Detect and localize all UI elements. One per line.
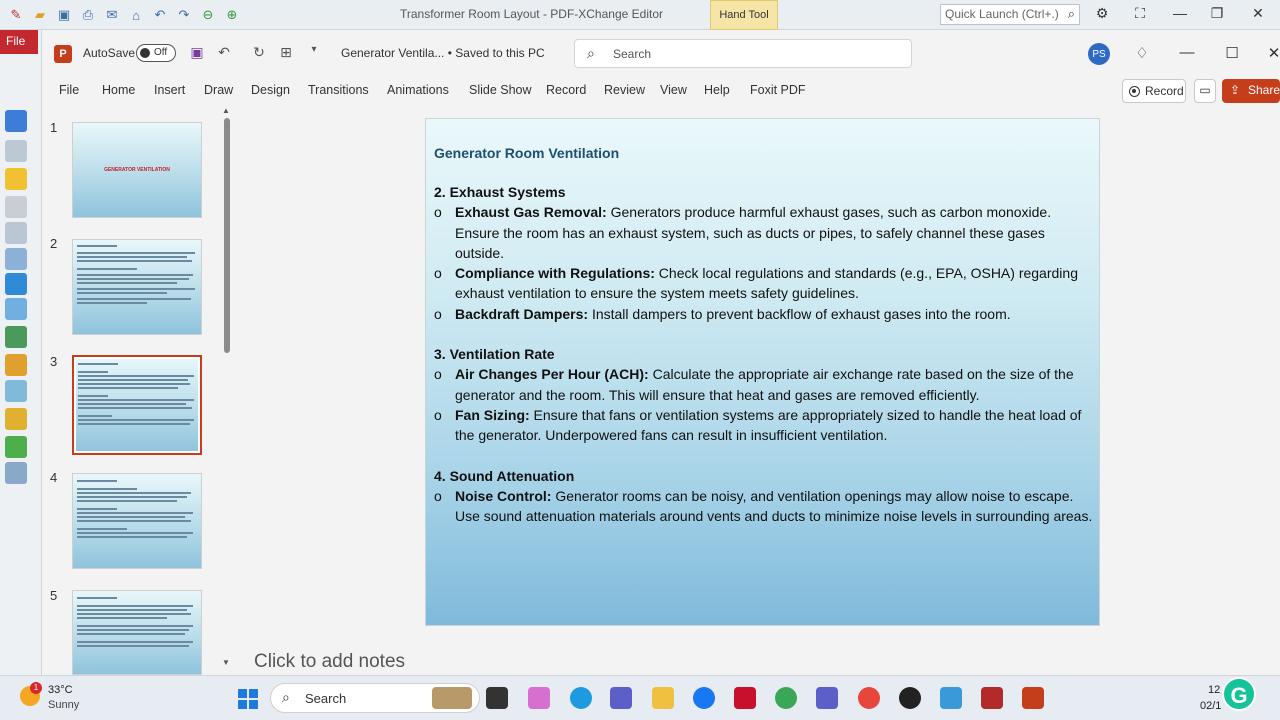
- thumbnail-text-line: [77, 532, 193, 534]
- thumbnail-text-line: [77, 536, 187, 538]
- thumbnail-number: 2: [50, 236, 58, 251]
- lightbulb-icon[interactable]: ♢: [1135, 45, 1149, 62]
- pdfxchange-file-tab[interactable]: File: [0, 30, 38, 54]
- thumbnail-text-line: [77, 512, 193, 514]
- thumbnail-scrollbar[interactable]: [222, 108, 230, 675]
- save-icon[interactable]: ▣: [57, 7, 71, 22]
- edge-icon[interactable]: [570, 687, 592, 709]
- notes-placeholder[interactable]: Click to add notes: [254, 651, 406, 672]
- bullet-mark: o: [434, 305, 442, 322]
- thumbnail-text-line: [77, 292, 167, 294]
- thumbnail-text-line: [77, 245, 117, 247]
- thumbnail-number: 3: [50, 354, 58, 369]
- powerpoint-logo-icon: P: [54, 45, 72, 63]
- thumbnail-text-line: [77, 492, 191, 494]
- structure-icon[interactable]: [5, 326, 27, 348]
- photos-icon[interactable]: [940, 687, 962, 709]
- thumbnail-text-line: [77, 480, 117, 482]
- slide-thumbnail-4[interactable]: [72, 473, 202, 569]
- thumbnail-text-line: [77, 508, 117, 510]
- thumbnail-text-line: [78, 415, 112, 417]
- taskbar-search-label: Search: [305, 691, 347, 706]
- pdfxchange-side-toolbar: [0, 30, 42, 675]
- section-heading: 3. Ventilation Rate: [434, 346, 555, 363]
- redo-icon[interactable]: ↻: [253, 44, 265, 60]
- thumbnail-text-line: [77, 520, 191, 522]
- clock-time[interactable]: 12: [1208, 684, 1221, 696]
- undo-icon[interactable]: ↶: [154, 7, 166, 22]
- expand-icon[interactable]: ⛶: [1135, 5, 1145, 21]
- teams-icon[interactable]: [610, 687, 632, 709]
- weather-badge: 1: [30, 682, 42, 694]
- bullet-text: Check local regulations and standards (e.g., EPA, OSHA) regarding exhaust ventilation to ensure the system meets safety guidelines.: [455, 265, 1078, 302]
- bullet-label: Exhaust Gas Removal:: [455, 204, 607, 221]
- record-icon: [1129, 86, 1140, 97]
- tag-icon[interactable]: [5, 380, 27, 402]
- media-icon[interactable]: [899, 687, 921, 709]
- back-icon[interactable]: ⊖: [202, 7, 214, 22]
- weather-temperature[interactable]: 33°C: [48, 684, 73, 696]
- spacer: [434, 324, 1094, 344]
- thumbnail-text-line: [77, 597, 117, 599]
- slide-thumbnail-panel: [42, 108, 238, 675]
- search-highlight-icon[interactable]: [432, 687, 472, 709]
- thumbnail-text-line: [77, 252, 195, 254]
- share-label: Share: [1248, 83, 1280, 97]
- start-tile: [249, 689, 258, 698]
- bullet-mark: o: [434, 487, 442, 504]
- tab-foxit-pdf[interactable]: Foxit PDF: [750, 83, 806, 97]
- start-button[interactable]: [238, 689, 258, 709]
- layers-icon[interactable]: [5, 273, 27, 295]
- chrome-profile-icon[interactable]: [858, 687, 880, 709]
- list-item: [434, 202, 1094, 263]
- start-tile: [238, 689, 247, 698]
- file-explorer-icon[interactable]: [652, 687, 674, 709]
- document-icon[interactable]: [5, 222, 27, 244]
- pages-icon[interactable]: [5, 140, 27, 162]
- redo-icon[interactable]: ↷: [178, 7, 190, 22]
- email-icon[interactable]: ✉: [106, 7, 118, 22]
- maximize-button[interactable]: ☐: [1225, 45, 1239, 62]
- customize-icon[interactable]: ▾: [311, 44, 317, 55]
- link-icon[interactable]: [5, 354, 27, 376]
- bullet-label: Noise Control:: [455, 487, 552, 504]
- thumbnail-text-line: [78, 395, 108, 397]
- record-label: Record: [1145, 84, 1184, 98]
- weather-description[interactable]: Sunny: [48, 699, 80, 711]
- list-item: [434, 486, 1094, 527]
- slide-title[interactable]: Generator Room Ventilation: [434, 145, 620, 161]
- list-item: [434, 364, 1094, 405]
- start-tile: [249, 700, 258, 709]
- settings-icon[interactable]: ⚙: [1095, 5, 1109, 21]
- bullet-mark: o: [434, 366, 442, 383]
- document-name[interactable]: Generator Ventila... • Saved to this PC: [341, 46, 545, 60]
- thumbnail-text-line: [77, 298, 191, 300]
- slide-body[interactable]: [434, 182, 1094, 526]
- close-button[interactable]: ✕: [1267, 45, 1280, 62]
- thumbnail-text-line: [78, 363, 118, 365]
- bullet-label: Fan Sizing:: [455, 406, 530, 423]
- powerpoint-icon[interactable]: [1022, 687, 1044, 709]
- thumbnail-text-line: [78, 407, 192, 409]
- thumbnail-text-line: [78, 399, 194, 401]
- bullet-label: Compliance with Regulations:: [455, 265, 655, 282]
- organizer-icon[interactable]: [5, 408, 27, 430]
- scan-icon[interactable]: ⌂: [132, 7, 140, 23]
- thumbnail-text-line: [78, 383, 190, 385]
- properties-icon[interactable]: [5, 248, 27, 270]
- thumbnail-text-line: [78, 379, 188, 381]
- autosave-label: AutoSave: [83, 46, 136, 60]
- thumbnail-number: 4: [50, 470, 58, 485]
- bullet-text: Calculate the appropriate air exchange rate based on the size of the generator and the room. This will ensure that heat and gases are removed efficiently.: [455, 366, 1074, 403]
- autosave-state: Off: [154, 47, 168, 58]
- restore-button[interactable]: ❐: [1210, 5, 1224, 21]
- thumbnail-text-line: [77, 274, 193, 276]
- facebook-icon[interactable]: [693, 687, 715, 709]
- search-icon: ⌕: [587, 45, 595, 61]
- save-icon[interactable]: ▣: [190, 44, 204, 60]
- tab-review[interactable]: Review: [604, 83, 645, 97]
- attachment-icon[interactable]: [5, 196, 27, 218]
- list-item: [434, 263, 1094, 304]
- hand-tool-indicator[interactable]: Hand Tool: [710, 0, 778, 30]
- accessibility-icon[interactable]: [5, 436, 27, 458]
- thumbnail-text-line: [77, 641, 193, 643]
- thumbnail-text-line: [77, 302, 147, 304]
- tab-transitions[interactable]: Transitions: [308, 83, 369, 97]
- scrollbar-thumb[interactable]: [224, 118, 230, 353]
- start-tile: [238, 700, 247, 709]
- thumbnail-text-line: [78, 387, 178, 389]
- spacer: [434, 446, 1094, 466]
- bullet-text: Install dampers to prevent backflow of exhaust gases into the room.: [588, 305, 1011, 322]
- pdfxchange-title-bar: [0, 0, 1280, 30]
- thumbnail-text-line: [78, 375, 194, 377]
- bullet-mark: o: [434, 204, 442, 221]
- window-title: Transformer Room Layout - PDF-XChange Editor: [400, 7, 663, 21]
- share-button[interactable]: [1222, 79, 1280, 103]
- open-folder-icon[interactable]: ▰: [35, 7, 45, 22]
- tab-file[interactable]: File: [59, 83, 80, 97]
- thumbnail-text-line: [77, 625, 193, 627]
- thumbnail-text-line: [77, 256, 187, 258]
- quick-access-toolbar: [6, 4, 242, 26]
- tab-draw[interactable]: Draw: [204, 83, 234, 97]
- grammarly-icon[interactable]: G: [1222, 677, 1256, 711]
- mcafee-icon[interactable]: [734, 687, 756, 709]
- search-panel-icon[interactable]: [5, 298, 27, 320]
- comment-icon[interactable]: [5, 168, 27, 190]
- slide-thumbnail-2[interactable]: [72, 239, 202, 335]
- thumbnail-text-line: [77, 278, 189, 280]
- tab-view[interactable]: View: [660, 83, 687, 97]
- tab-help[interactable]: Help: [704, 83, 730, 97]
- forward-icon[interactable]: ⊕: [226, 7, 238, 22]
- search-placeholder: Search: [613, 47, 652, 61]
- comments-button[interactable]: [1194, 79, 1216, 103]
- thumbnail-text-line: [78, 423, 190, 425]
- thumbnail-text-line: [77, 528, 127, 530]
- powerpoint-title-bar: [42, 36, 1280, 72]
- bookmark-icon[interactable]: [5, 110, 27, 132]
- slide-thumbnail-5[interactable]: [72, 590, 202, 675]
- app-icon[interactable]: ✎: [10, 7, 22, 22]
- record-button[interactable]: [1122, 79, 1186, 103]
- ribbon-tabs: [42, 76, 1280, 104]
- tab-home[interactable]: Home: [102, 83, 136, 97]
- bullet-mark: o: [434, 265, 442, 282]
- tab-design[interactable]: Design: [251, 83, 290, 97]
- search-icon: ⌕: [1067, 6, 1075, 21]
- search-icon: ⌕: [282, 689, 290, 705]
- list-item: [434, 405, 1094, 446]
- thumbnail-text-line: [77, 645, 189, 647]
- section-heading: 2. Exhaust Systems: [434, 184, 566, 200]
- thumbnail-text-line: [77, 260, 192, 262]
- quick-launch-input[interactable]: [940, 4, 1080, 25]
- thumbnail-text-line: [77, 633, 185, 635]
- minimize-button[interactable]: —: [1173, 5, 1187, 21]
- task-view-icon[interactable]: [486, 687, 508, 709]
- tab-insert[interactable]: Insert: [154, 83, 186, 97]
- bullet-text: Generators produce harmful exhaust gases, such as carbon monoxide. Ensure the room has an exhaust system, such as ducts or pipes, to safely channel these gases outside.: [455, 204, 1052, 261]
- section-heading: 4. Sound Attenuation: [434, 467, 575, 484]
- thumbnail-text-line: [77, 605, 193, 607]
- avatar[interactable]: PS: [1088, 43, 1110, 65]
- bullet-mark: o: [434, 406, 442, 423]
- scroll-up-icon[interactable]: ▲: [222, 106, 230, 115]
- clock-date[interactable]: 02/1: [1200, 700, 1222, 712]
- scroll-down-icon[interactable]: ▼: [222, 658, 230, 667]
- share-icon: ⇪: [1230, 83, 1241, 97]
- slide-thumbnail-1[interactable]: [72, 122, 202, 218]
- slide-canvas[interactable]: [425, 118, 1100, 626]
- thumbnail-title: GENERATOR VENTILATION: [104, 167, 170, 173]
- slide-thumbnail-3[interactable]: [72, 355, 202, 455]
- undo-icon[interactable]: ↶: [218, 44, 230, 60]
- info-icon[interactable]: [5, 462, 27, 484]
- tab-animations[interactable]: Animations: [387, 83, 449, 97]
- thumbnail-text-line: [77, 613, 191, 615]
- thumbnail-text-line: [77, 268, 137, 270]
- thumbnail-text-line: [78, 371, 108, 373]
- thumbnail-number: 1: [50, 120, 58, 135]
- pdf-xchange-icon[interactable]: [981, 687, 1003, 709]
- comment-icon: ▭: [1199, 83, 1211, 97]
- print-icon[interactable]: ⎙: [82, 7, 94, 22]
- thumbnail-text-line: [77, 609, 187, 611]
- thumbnail-text-line: [77, 288, 195, 290]
- bullet-text: Generator rooms can be noisy, and ventilation openings may allow noise to escape. Use sound attenuation materials around vents and ducts to minimize noise levels in surrounding areas.: [455, 487, 1093, 525]
- search-input[interactable]: [574, 39, 912, 68]
- list-item: [434, 304, 1094, 324]
- copilot-icon[interactable]: [528, 687, 550, 709]
- thumbnail-text-line: [77, 617, 167, 619]
- powerpoint-window: [42, 36, 1280, 675]
- bullet-text: Ensure that fans or ventilation systems are appropriately sized to handle the heat load of the generator. Underpowered fans can result in insufficient ventilation.: [455, 406, 1082, 444]
- thumbnail-text-line: [77, 282, 177, 284]
- thumbnail-text-line: [77, 496, 187, 498]
- present-icon[interactable]: ⊞: [280, 44, 292, 60]
- autosave-toggle[interactable]: [136, 44, 176, 62]
- windows-taskbar: [0, 675, 1280, 720]
- thumbnail-text-line: [78, 403, 186, 405]
- thumbnail-text-line: [78, 419, 194, 421]
- thumbnail-number: 5: [50, 588, 58, 603]
- teams-classic-icon[interactable]: [816, 687, 838, 709]
- bullet-label: Air Changes Per Hour (ACH):: [455, 366, 649, 383]
- chrome-icon[interactable]: [775, 687, 797, 709]
- thumbnail-text-line: [77, 516, 185, 518]
- quick-launch-placeholder: Quick Launch (Ctrl+.): [945, 7, 1059, 21]
- close-button[interactable]: ✕: [1252, 5, 1264, 21]
- thumbnail-text-line: [77, 488, 137, 490]
- toggle-knob: [140, 48, 150, 58]
- tab-slide-show[interactable]: Slide Show: [469, 83, 532, 97]
- bullet-label: Backdraft Dampers:: [455, 305, 589, 322]
- tab-record[interactable]: Record: [546, 83, 587, 97]
- thumbnail-text-line: [77, 500, 177, 502]
- thumbnail-text-line: [77, 629, 189, 631]
- minimize-button[interactable]: —: [1179, 44, 1195, 61]
